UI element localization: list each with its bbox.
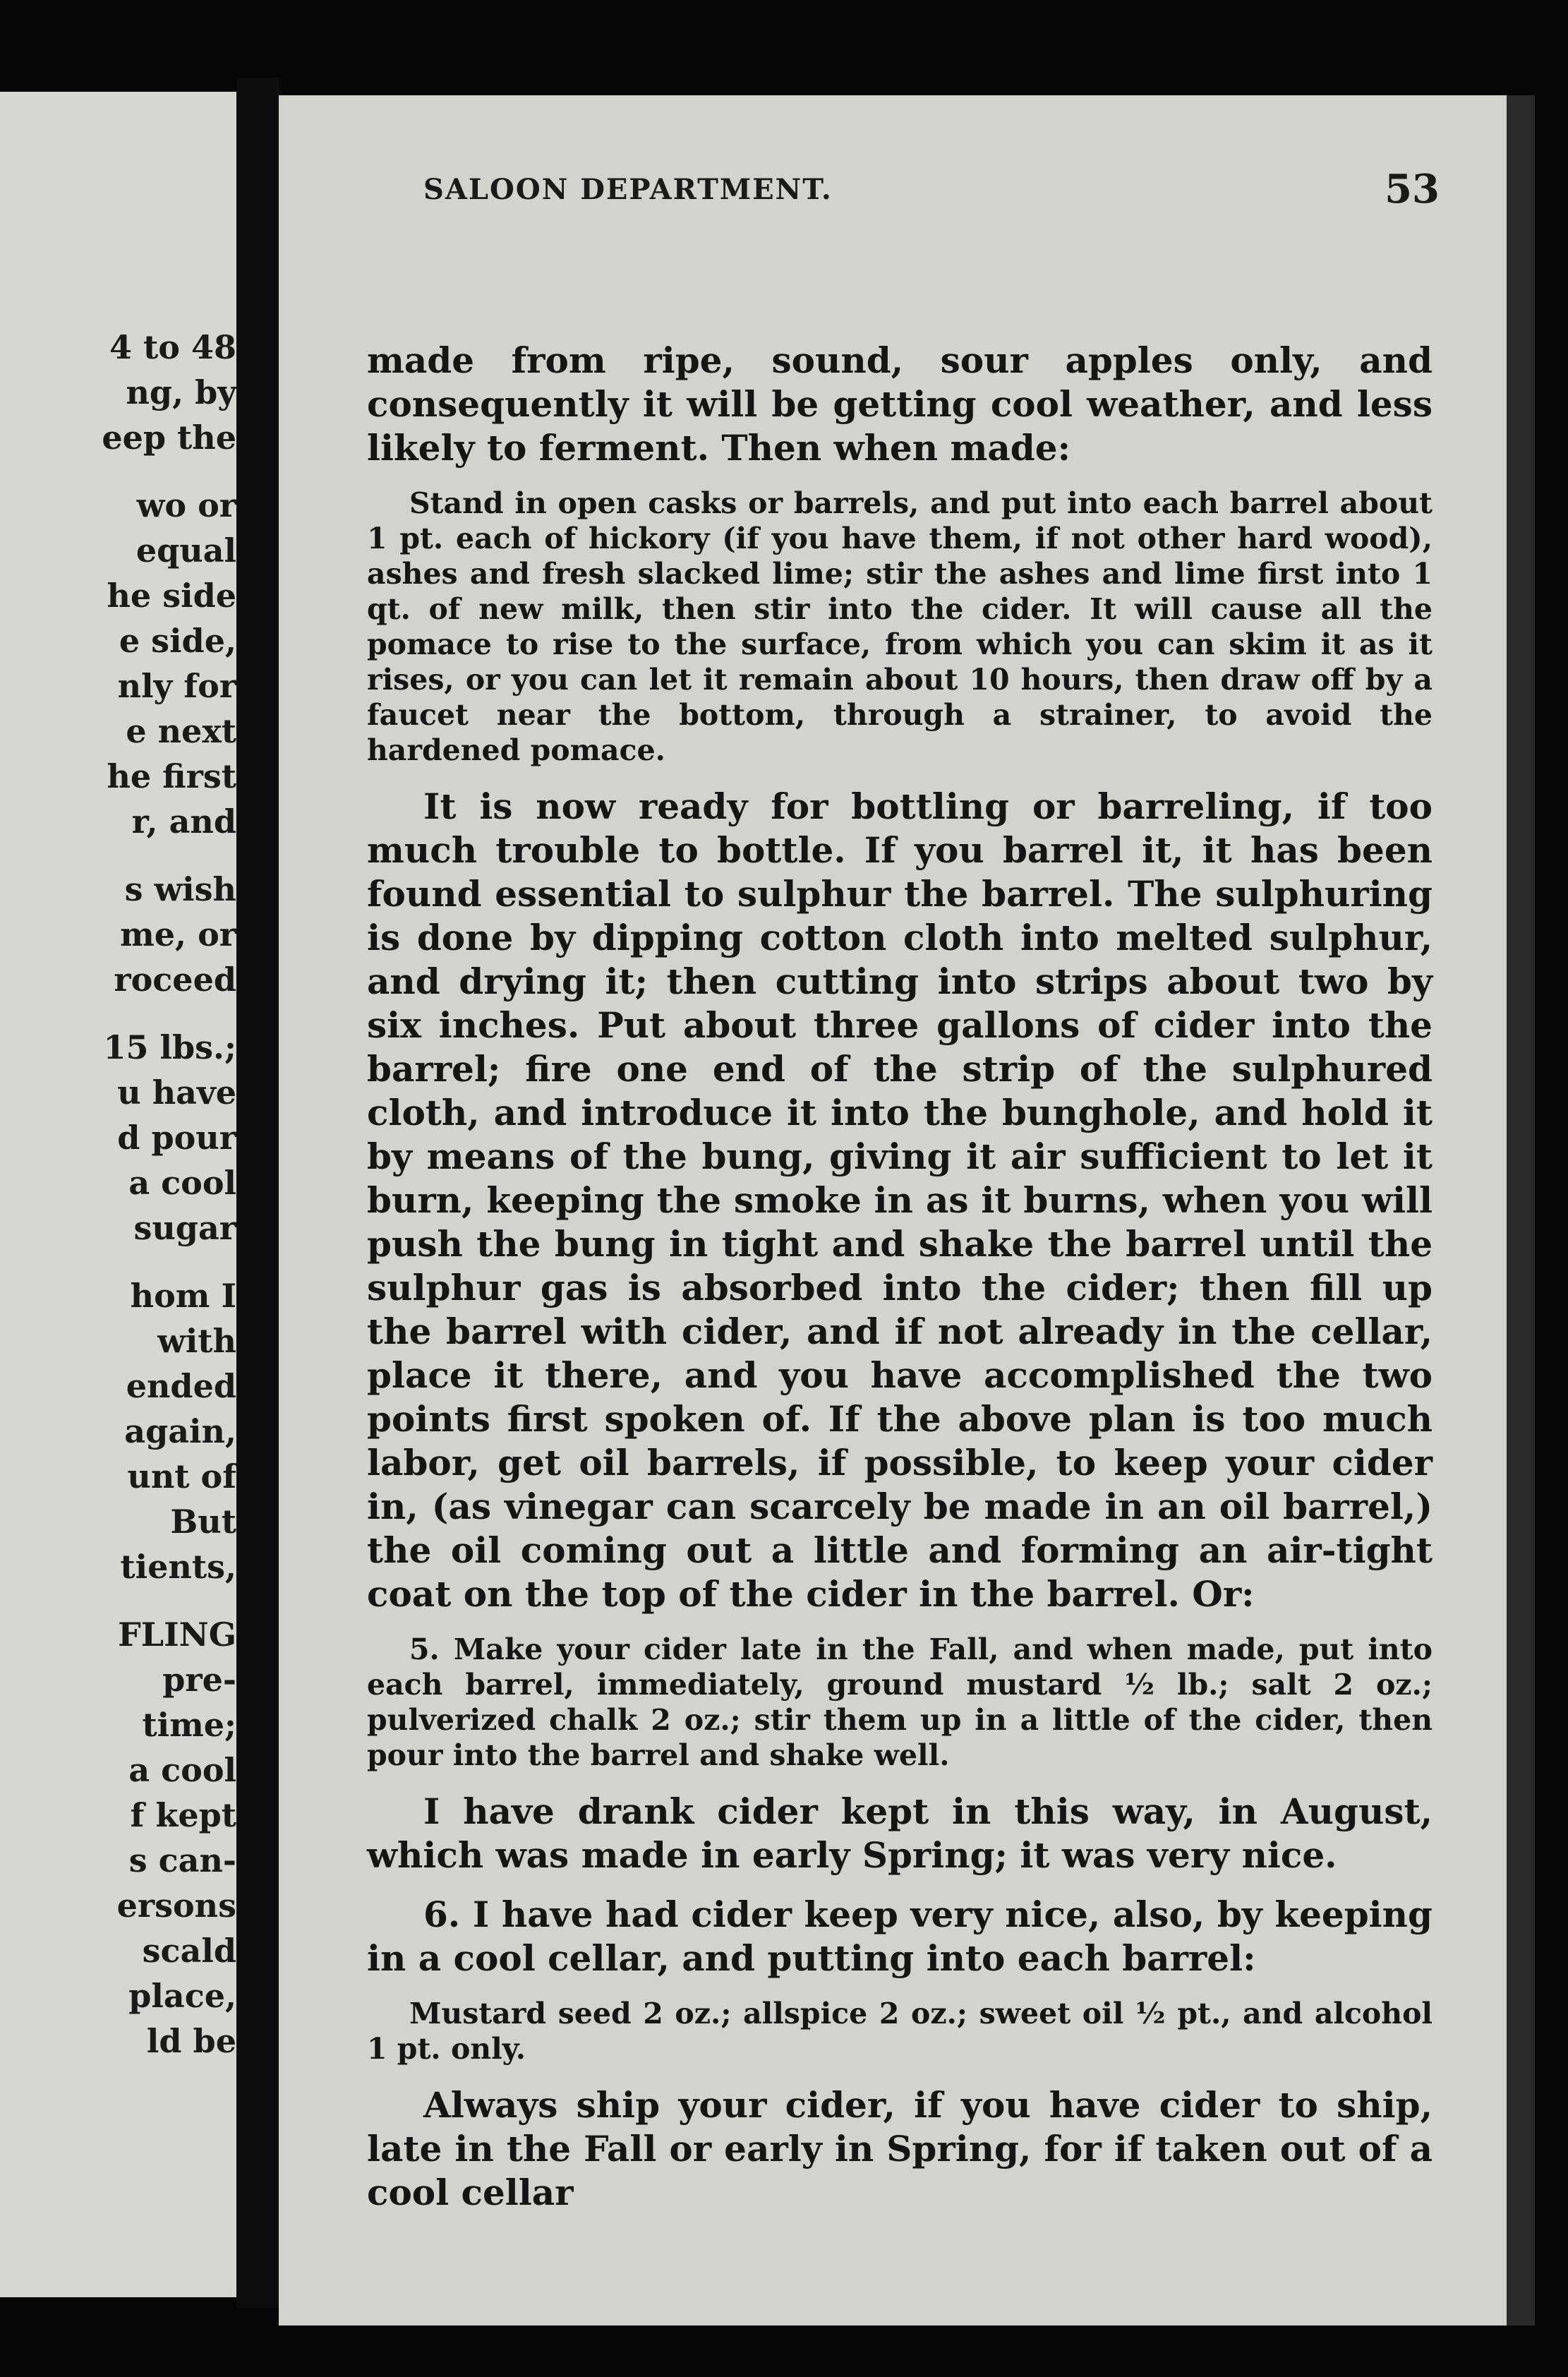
page-header bbox=[423, 166, 1440, 222]
left-page-line: s can- bbox=[128, 1841, 236, 1879]
left-page-line: he first bbox=[107, 757, 236, 795]
line-gap bbox=[81, 844, 236, 867]
left-page-line: u have bbox=[117, 1073, 236, 1112]
line-gap bbox=[81, 1589, 236, 1612]
recipe-paragraph: Mustard seed 2 oz.; allspice 2 oz.; sweet oil ½ pt., and alcohol 1 pt. only. bbox=[367, 1997, 1433, 2066]
left-page-line: equal bbox=[135, 531, 236, 570]
left-page-line: 15 lbs.; bbox=[103, 1028, 236, 1066]
recipe-paragraph: Stand in open casks or barrels, and put into each barrel about 1 pt. each of hickory (if you have them, if not other hard wood), ashes and fresh slacked lime; stir the ashes and lime first into 1 qt. of new milk, then stir into the cider. It will cause all the pomace to rise to the surface, from which you can skim it as it rises, or you can let it remain about 10 hours, then draw off by a faucet near the bottom, through a strainer, to avoid the hardened pomace. bbox=[367, 486, 1433, 767]
paragraph: It is now ready for bottling or barreling, if too much trouble to bottle. If you barrel it, it has been found essential to sulphur the barrel. The sulphuring is done by dipping cotton cloth into melted sulphur, and drying it; then cutting into strips about two by six inches. Put about three gallons of cider into the barrel; fire one end of the strip of the sulphured cloth, and introduce it into the bunghole, and hold it by means of the bung, giving it air sufficient to let it burn, keeping the smoke in as it burns, when you will push the bung in tight and shake the barrel until the sulphur gas is absorbed into the cider; then fill up the barrel with cider, and if not already in the cellar, place it there, and you have accomplished the two points first spoken of. If the above plan is too much labor, get oil barrels, if possible, to keep your cider in, (as vinegar can scarcely be made in an oil barrel,) the oil coming out a little and forming an air-tight coat on the top of the cider in the barrel. Or: bbox=[367, 786, 1433, 1615]
page-edge bbox=[1507, 95, 1535, 2325]
left-page-line: d pour bbox=[117, 1119, 236, 1157]
paragraph: Always ship your cider, if you have cider to ship, late in the Fall or early in Spring, for if taken out of a cool cellar bbox=[367, 2084, 1433, 2213]
left-page-line: ersons bbox=[116, 1886, 236, 1925]
left-page-line: sugar bbox=[133, 1209, 236, 1247]
paragraph: made from ripe, sound, sour apples only, and consequently it will be getting cool weather, and less likely to ferment. Then when made: bbox=[367, 339, 1433, 469]
left-page-line: place, bbox=[128, 1977, 236, 2015]
paragraph: 6. I have had cider keep very nice, also, by keeping in a cool cellar, and putting into each barrel: bbox=[367, 1894, 1433, 1979]
left-page-line: eep the bbox=[102, 419, 236, 457]
left-page-line: a cool bbox=[128, 1164, 236, 1202]
left-page-line: scald bbox=[142, 1932, 236, 1970]
left-page-line: e side, bbox=[119, 622, 236, 660]
left-page-line: again, bbox=[124, 1412, 236, 1450]
left-page-line: But bbox=[170, 1503, 236, 1541]
left-page-line: unt of bbox=[127, 1457, 236, 1496]
book-gutter bbox=[236, 78, 279, 2308]
left-page-line: s wish bbox=[124, 870, 236, 908]
left-page-line: roceed bbox=[114, 961, 236, 999]
left-page-line: ended bbox=[126, 1367, 236, 1405]
left-page-line: ld be bbox=[146, 2022, 236, 2060]
recipe-paragraph: 5. Make your cider late in the Fall, and when made, put into each barrel, immediately, ground mustard ½ lb.; salt 2 oz.; pulverized chalk 2 oz.; stir them up in a little of the cider, then pour into the barrel and shake well. bbox=[367, 1632, 1433, 1772]
left-page-line: tients, bbox=[120, 1548, 236, 1586]
line-gap bbox=[81, 460, 236, 483]
line-gap bbox=[81, 1002, 236, 1025]
body-text bbox=[367, 339, 1433, 2230]
left-page-line: nly for bbox=[117, 667, 236, 705]
left-page-line: r, and bbox=[131, 802, 236, 841]
left-page-line: FLING bbox=[118, 1615, 236, 1654]
left-page-line: a cool bbox=[128, 1751, 236, 1789]
left-page-line: pre- bbox=[162, 1661, 236, 1699]
left-page-line: wo or bbox=[136, 486, 236, 524]
left-page-line: e next bbox=[126, 712, 236, 750]
running-head: SALOON DEPARTMENT. bbox=[423, 173, 833, 206]
left-page-line: 4 to 48 bbox=[109, 328, 236, 366]
left-page-line: hom I bbox=[130, 1277, 236, 1315]
left-page-line: with bbox=[157, 1322, 236, 1360]
line-gap bbox=[81, 1251, 236, 1273]
page-number: 53 bbox=[1385, 166, 1440, 212]
left-page-line: ng, by bbox=[126, 373, 236, 411]
left-page-line: me, or bbox=[120, 915, 236, 953]
left-page bbox=[0, 92, 236, 2297]
left-page-fragments bbox=[81, 325, 236, 2064]
left-page-line: he side bbox=[107, 577, 236, 615]
paragraph: I have drank cider kept in this way, in August, which was made in early Spring; it was very nice. bbox=[367, 1791, 1433, 1876]
left-page-line: time; bbox=[142, 1706, 236, 1744]
left-page-line: f kept bbox=[130, 1796, 236, 1834]
